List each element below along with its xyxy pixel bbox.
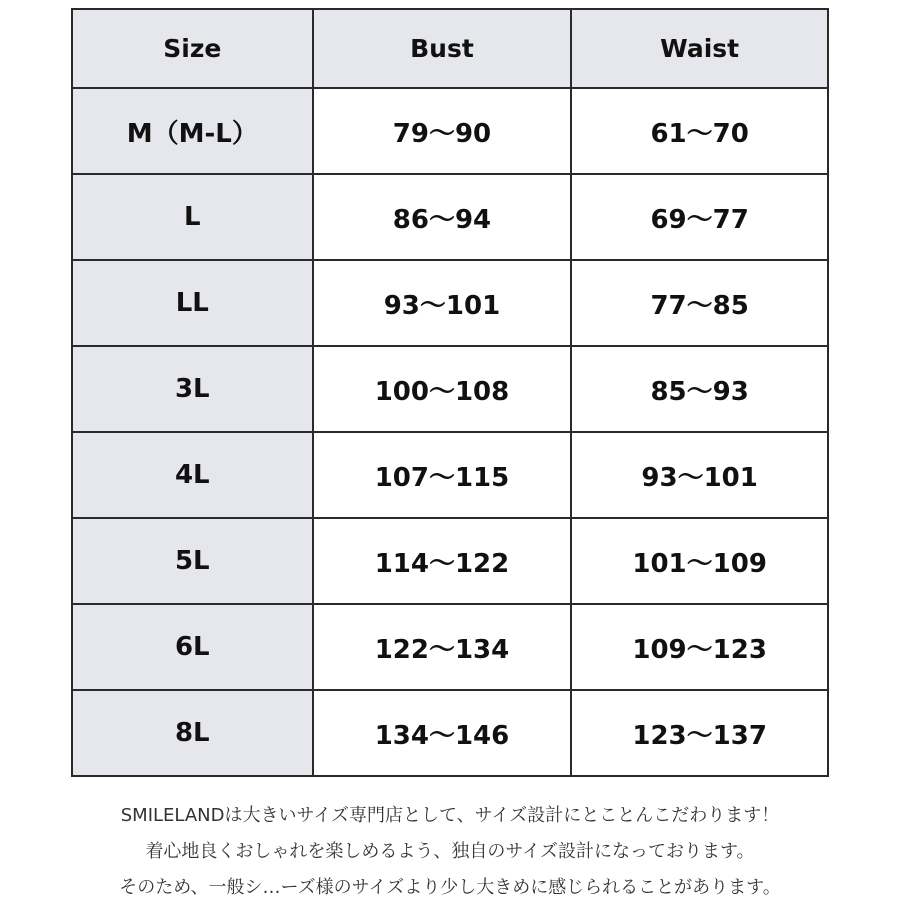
size-cell: L: [72, 174, 313, 260]
header-bust: Bust: [313, 9, 572, 88]
waist-cell: 93〜101: [571, 432, 828, 518]
table-row: [72, 604, 828, 690]
note-line-3: そのため、一般シ…ーズ様のサイズより少し大きめに感じられることがあります。: [119, 877, 781, 898]
waist-cell: 61〜70: [571, 88, 828, 174]
size-cell: 8L: [72, 690, 313, 776]
header-waist: Waist: [571, 9, 828, 88]
table-header-row: [72, 9, 828, 88]
size-notes: [0, 798, 900, 906]
bust-cell: 122〜134: [313, 604, 572, 690]
table-row: [72, 346, 828, 432]
size-cell: 4L: [72, 432, 313, 518]
size-cell: M（M-L）: [72, 88, 313, 174]
bust-cell: 107〜115: [313, 432, 572, 518]
waist-cell: 101〜109: [571, 518, 828, 604]
waist-cell: 123〜137: [571, 690, 828, 776]
waist-cell: 69〜77: [571, 174, 828, 260]
note-line-2: 着心地良くおしゃれを楽しめるよう、独自のサイズ設計になっております。: [145, 841, 755, 862]
bust-cell: 100〜108: [313, 346, 572, 432]
size-cell: 6L: [72, 604, 313, 690]
size-cell: 5L: [72, 518, 313, 604]
table-row: [72, 518, 828, 604]
size-cell: LL: [72, 260, 313, 346]
table-row: [72, 432, 828, 518]
table-row: [72, 690, 828, 776]
table-row: [72, 88, 828, 174]
waist-cell: 77〜85: [571, 260, 828, 346]
bust-cell: 86〜94: [313, 174, 572, 260]
waist-cell: 85〜93: [571, 346, 828, 432]
bust-cell: 114〜122: [313, 518, 572, 604]
note-line-1: SMILELANDは大きいサイズ専門店として、サイズ設計にとことんこだわります！: [120, 805, 780, 826]
size-chart-table: [71, 8, 829, 777]
header-size: Size: [72, 9, 313, 88]
size-cell: 3L: [72, 346, 313, 432]
bust-cell: 79〜90: [313, 88, 572, 174]
table-row: [72, 260, 828, 346]
table-row: [72, 174, 828, 260]
bust-cell: 134〜146: [313, 690, 572, 776]
waist-cell: 109〜123: [571, 604, 828, 690]
bust-cell: 93〜101: [313, 260, 572, 346]
